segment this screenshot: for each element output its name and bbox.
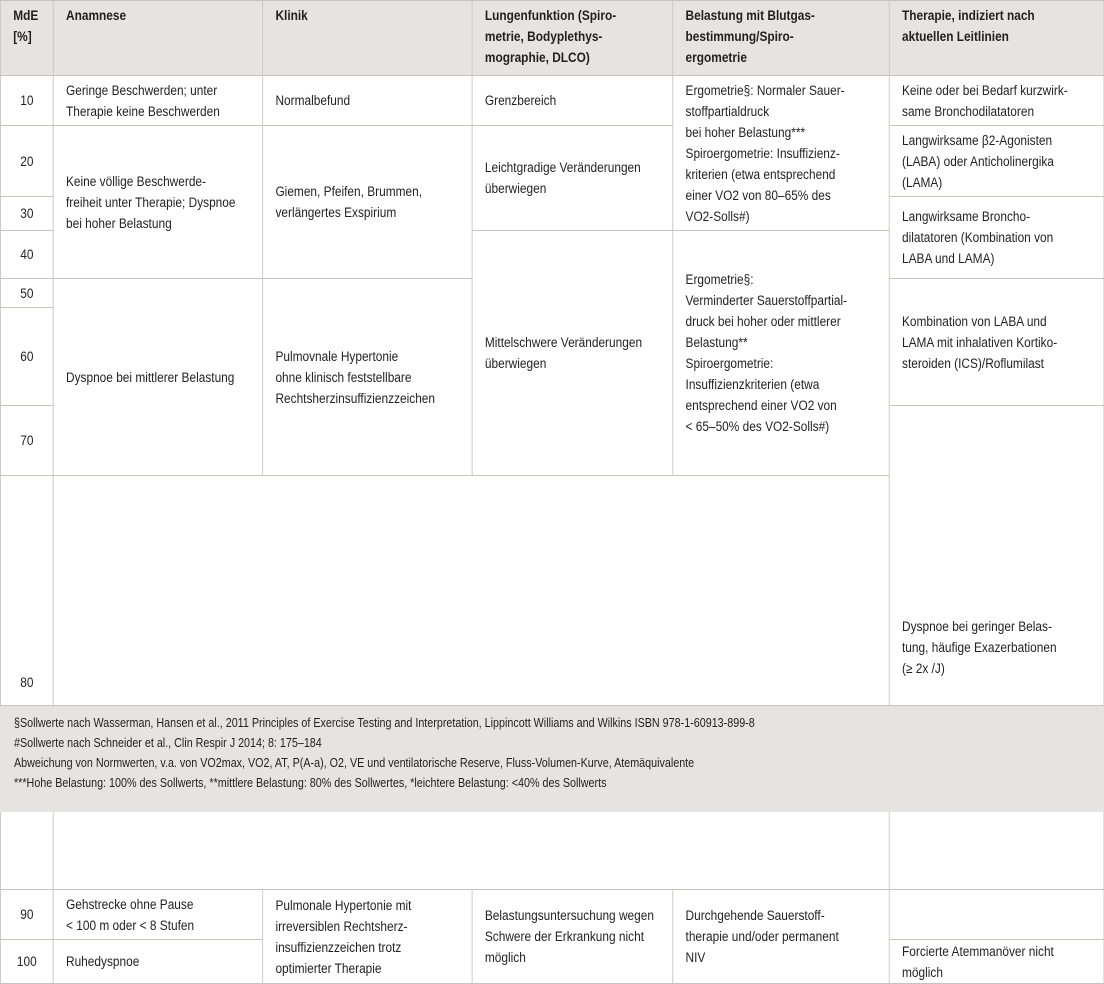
footnote: ***Hohe Belastung: 100% des Sollwerts, **mittlere Belastung: 80% des Sollwertes, *leichtere Belastung: <40% des Sollwerts — [14, 776, 607, 790]
mde-cell: 90 — [0, 890, 53, 940]
belastung-cell: Ergometrie§: Verminderter Sauerstoffpartial- druck bei hoher oder mittlerer Belastung** Spiroergometrie: Insuffizienzkriterien (etwa entsprechend einer VO2 von < 65–50% des VO2-Solls#) — [673, 231, 889, 476]
anamnese-cell: Keine völlige Beschwerde- freiheit unter Therapie; Dyspnoe bei hoher Belastung — [53, 126, 262, 279]
belastung-cell: Belastungsuntersuchung wegen Schwere der Erkrankung nicht möglich — [472, 890, 673, 984]
anamnese-cell: Dyspnoe bei mittlerer Belastung — [53, 279, 262, 476]
therapie-cell: Langwirksame β2-Agonisten (LABA) oder Anticholinergika (LAMA) — [889, 126, 1104, 197]
mde-cell: 80 — [0, 476, 53, 890]
mde-cell: 10 — [0, 76, 53, 126]
therapie-cell: Keine oder bei Bedarf kurzwirk- same Bronchodilatatoren — [889, 76, 1104, 126]
anamnese-cell: Dyspnoe bei geringer Belas- tung, häufige Exazerbationen (≥ 2x /J) — [889, 406, 1104, 890]
header-row — [0, 1, 1104, 76]
header-lungenfunktion: Lungenfunktion (Spiro- metrie, Bodyplethys- mographie, DLCO) — [472, 1, 673, 76]
footnote: Abweichung von Normwerten, v.a. von VO2max, VO2, AT, P(A-a), O2, VE und ventilatorische Reserve, Fluss-Volumen-Kurve, Atemäquivalente — [14, 756, 695, 770]
mde-cell: 100 — [0, 940, 53, 984]
anamnese-cell: Geringe Beschwerden; unter Therapie keine Beschwerden — [53, 76, 262, 126]
klinik-cell: Normalbefund — [263, 76, 472, 126]
mde-cell: 60 — [0, 308, 53, 406]
mde-cell: 50 — [0, 279, 53, 308]
table-row — [0, 126, 1104, 197]
mde-cell: 20 — [0, 126, 53, 197]
header-anamnese: Anamnese — [53, 1, 262, 76]
therapie-cell: Kombination von LABA und LAMA mit inhalativen Kortiko- steroiden (ICS)/Roflumilast — [889, 279, 1104, 406]
footnote: §Sollwerte nach Wasserman, Hansen et al., 2011 Principles of Exercise Testing and Interpretation, Lippincott Williams and Wilkins ISBN 978-1-60913-899-8 — [14, 716, 755, 730]
footnotes-list — [14, 713, 1063, 793]
therapie-cell: Durchgehende Sauerstoff- therapie und/oder permanent NIV — [673, 890, 889, 984]
lungenfunktion-cell: Forcierte Atemmanöver nicht möglich — [889, 940, 1104, 984]
table-row — [0, 76, 1104, 126]
anamnese-cell: Ruhedyspnoe — [53, 940, 262, 984]
header-therapie: Therapie, indiziert nach aktuellen Leitlinien — [889, 1, 1104, 76]
anamnese-cell: Gehstrecke ohne Pause < 100 m oder < 8 Stufen — [53, 890, 262, 940]
header-mde: MdE [%] — [0, 1, 53, 76]
lungenfunktion-cell: Leichtgradige Veränderungen überwiegen — [472, 126, 673, 231]
lungenfunktion-cell: Mittelschwere Veränderungen überwiegen — [472, 231, 673, 476]
table-row — [0, 890, 1104, 940]
mde-cell: 70 — [0, 406, 53, 476]
mde-cell: 40 — [0, 231, 53, 279]
klinik-cell: Pulmonale Hypertonie mit irreversiblen Rechtsherz- insuffizienzzeichen trotz optimierter Therapie — [263, 890, 472, 984]
belastung-cell: Ergometrie§: Normaler Sauer- stoffpartialdruck bei hoher Belastung*** Spiroergometrie: Insuffizienz- kriterien (etwa entsprechend einer VO2 von 80–65% des VO2-Solls#) — [673, 76, 889, 231]
klinik-cell: Giemen, Pfeifen, Brummen, verlängertes Exspirium — [263, 126, 472, 279]
header-belastung: Belastung mit Blutgas- bestimmung/Spiro- ergometrie — [673, 1, 889, 76]
header-klinik: Klinik — [263, 1, 472, 76]
therapie-cell: Langwirksame Broncho- dilatatoren (Kombination von LABA und LAMA) — [889, 197, 1104, 279]
lungenfunktion-cell: Grenzbereich — [472, 76, 673, 126]
mde-cell: 30 — [0, 197, 53, 231]
footnotes-section — [0, 705, 1104, 812]
klinik-cell: Pulmovnale Hypertonie ohne klinisch feststellbare Rechtsherzinsuffizienzzeichen — [263, 279, 472, 476]
footnote: #Sollwerte nach Schneider et al., Clin Respir J 2014; 8: 175–184 — [14, 736, 322, 750]
